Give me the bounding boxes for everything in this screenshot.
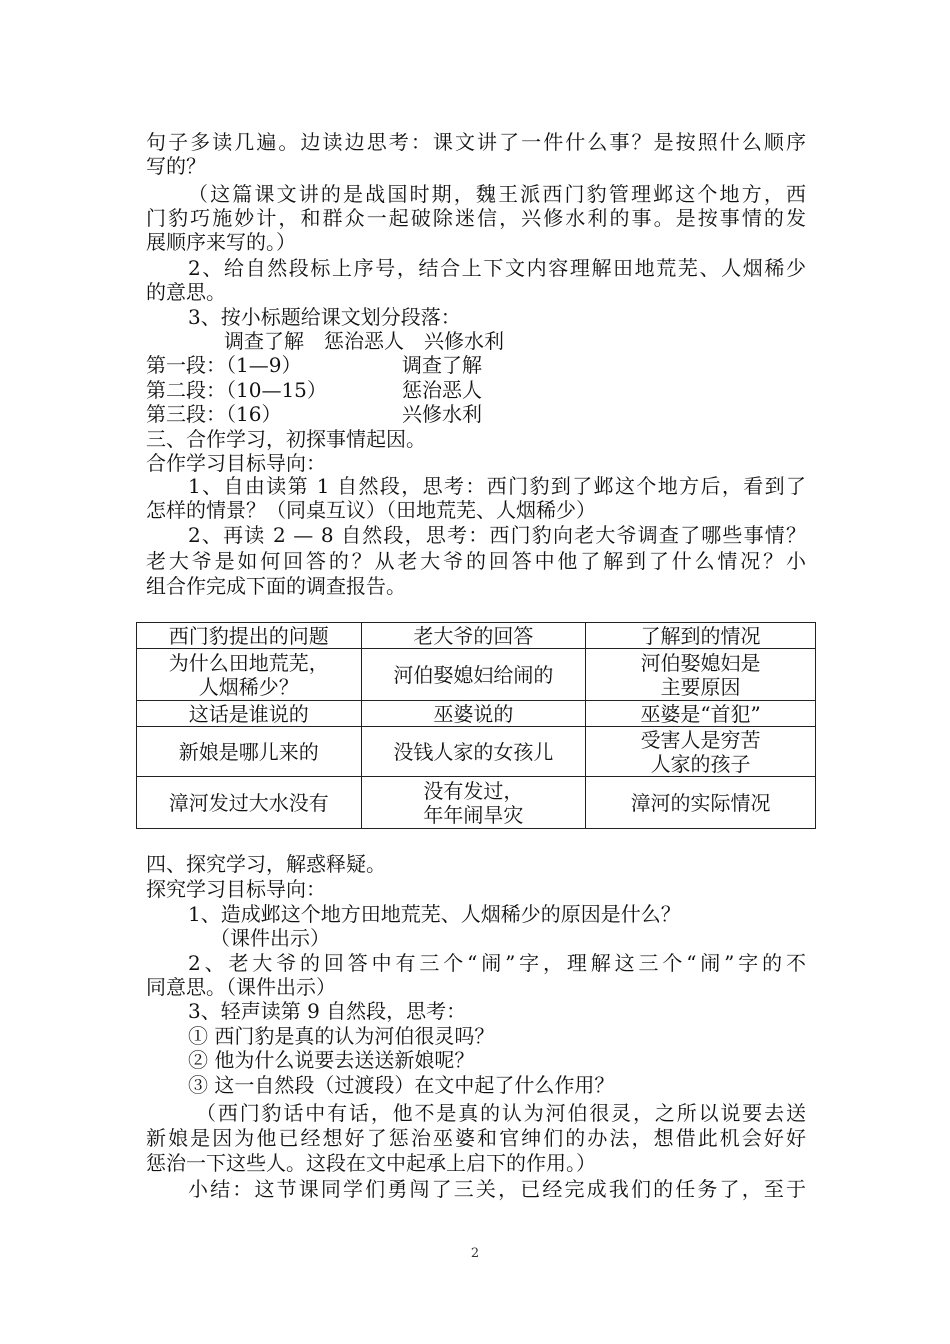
table-row — [137, 777, 816, 829]
paragraph-line: （这篇课文讲的是战国时期，魏王派西门豹管理邺这个地方，西 — [188, 182, 806, 206]
table-cell: 漳河的实际情况 — [586, 777, 816, 829]
table-row — [137, 727, 816, 777]
segment-title-3: 兴修水利 — [402, 402, 482, 426]
table-header-cell: 老大爷的回答 — [361, 623, 586, 649]
segment-label-3: 第三段：（16） — [146, 402, 282, 426]
page-number: 2 — [470, 1246, 480, 1261]
subtitle-list: 调查了解 惩治恶人 兴修水利 — [224, 329, 504, 353]
paragraph-line: （课件出示） — [210, 926, 330, 950]
paragraph-line: 老大爷是如何回答的？从老大爷的回答中他了解到了什么情况？小 — [146, 549, 806, 573]
subheading: 合作学习目标导向： — [146, 451, 326, 475]
table-header-cell: 西门豹提出的问题 — [137, 623, 362, 649]
paragraph-line: 展顺序来写的。） — [146, 230, 296, 254]
segment-label-1: 第一段：（1—9） — [146, 353, 302, 377]
paragraph-line: 新娘是因为他已经想好了惩治巫婆和官绅们的办法，想借此机会好好 — [146, 1126, 806, 1150]
paragraph-line: 2、给自然段标上序号，结合上下文内容理解田地荒芜、人烟稀少 — [188, 256, 806, 280]
table-cell: 受害人是穷苦 人家的孩子 — [586, 727, 816, 777]
table-header-row — [137, 623, 816, 649]
paragraph-line: 同意思。（课件出示） — [146, 975, 336, 999]
table-cell: 河伯娶媳妇是 主要原因 — [586, 649, 816, 701]
investigation-report-table — [136, 622, 816, 829]
section-heading: 四、探究学习，解惑释疑。 — [146, 852, 386, 876]
section-heading: 三、合作学习，初探事情起因。 — [146, 427, 426, 451]
table-cell: 没有发过， 年年闹旱灾 — [361, 777, 586, 829]
paragraph-line: 1、自由读第 1 自然段，思考：西门豹到了邺这个地方后，看到了 — [188, 474, 806, 498]
paragraph-line: 怎样的情景？（同桌互议）（田地荒芜、人烟稀少） — [146, 498, 596, 522]
table-cell: 新娘是哪儿来的 — [137, 727, 362, 777]
table-cell: 河伯娶媳妇给闹的 — [361, 649, 586, 701]
table-cell: 巫婆说的 — [361, 701, 586, 727]
paragraph-line: 句子多读几遍。边读边思考：课文讲了一件什么事？是按照什么顺序 — [146, 130, 806, 154]
question-item-3: ③ 这一自然段（过渡段）在文中起了什么作用？ — [188, 1073, 615, 1097]
table-cell: 没钱人家的女孩儿 — [361, 727, 586, 777]
segment-title-2: 惩治恶人 — [402, 378, 482, 402]
paragraph-line: 惩治一下这些人。这段在文中起承上启下的作用。） — [146, 1151, 596, 1175]
paragraph-line: 组合作完成下面的调查报告。 — [146, 574, 406, 598]
paragraph-line: 3、轻声读第 9 自然段，思考： — [188, 999, 467, 1023]
table-row — [137, 701, 816, 727]
paragraph-line: 门豹巧施妙计，和群众一起破除迷信，兴修水利的事。是按事情的发 — [146, 206, 806, 230]
table-cell: 为什么田地荒芜， 人烟稀少？ — [137, 649, 362, 701]
table-cell: 漳河发过大水没有 — [137, 777, 362, 829]
paragraph-line: 2、老大爷的回答中有三个“闹”字，理解这三个“闹”字的不 — [188, 951, 806, 975]
paragraph-line: 的意思。 — [146, 280, 226, 304]
question-item-1: ① 西门豹是真的认为河伯很灵吗？ — [188, 1024, 495, 1048]
table-cell: 这话是谁说的 — [137, 701, 362, 727]
table-row — [137, 649, 816, 701]
paragraph-line: 1、造成邺这个地方田地荒芜、人烟稀少的原因是什么？ — [188, 902, 681, 926]
paragraph-line: 3、按小标题给课文划分段落： — [188, 305, 461, 329]
subheading: 探究学习目标导向： — [146, 877, 326, 901]
segment-label-2: 第二段：（10—15） — [146, 378, 327, 402]
paragraph-line: （西门豹话中有话，他不是真的认为河伯很灵，之所以说要去送 — [196, 1101, 806, 1125]
question-item-2: ② 他为什么说要去送送新娘呢？ — [188, 1048, 475, 1072]
paragraph-line: 2、再读 2 — 8 自然段，思考：西门豹向老大爷调查了哪些事情？ — [188, 523, 806, 547]
paragraph-line: 小结：这节课同学们勇闯了三关，已经完成我们的任务了，至于 — [188, 1177, 806, 1201]
table-cell: 巫婆是“首犯” — [586, 701, 816, 727]
paragraph-line: 写的？ — [146, 154, 206, 178]
segment-title-1: 调查了解 — [402, 353, 482, 377]
table-header-cell: 了解到的情况 — [586, 623, 816, 649]
